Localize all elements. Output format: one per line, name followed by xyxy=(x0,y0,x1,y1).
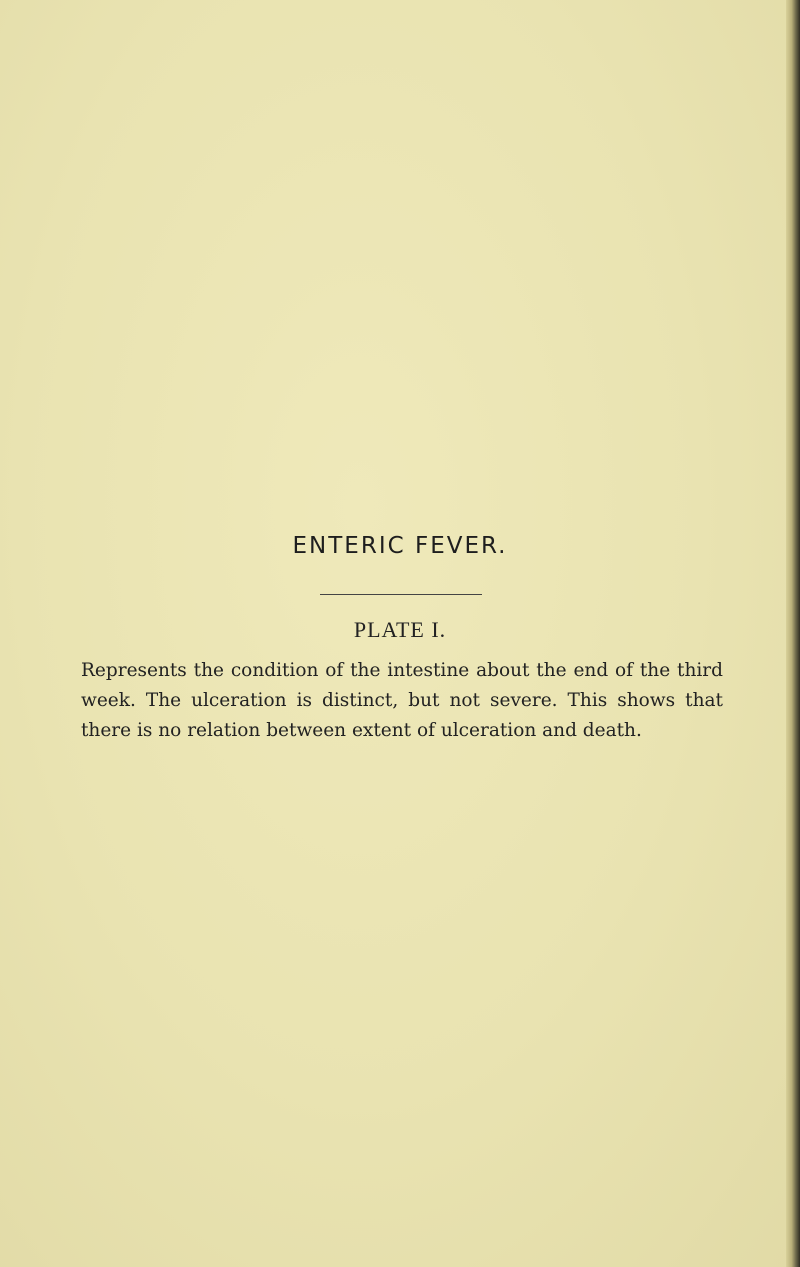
plate-label: PLATE I. xyxy=(353,617,447,642)
page-heading: ENTERIC FEVER. xyxy=(292,533,508,559)
plate-description: Represents the condition of the intestine about the end of the third week. The ulceration is distinct, but not severe. This shows that there is no relation between extent of ulceration and death. xyxy=(81,660,723,741)
divider-rule xyxy=(320,594,482,595)
